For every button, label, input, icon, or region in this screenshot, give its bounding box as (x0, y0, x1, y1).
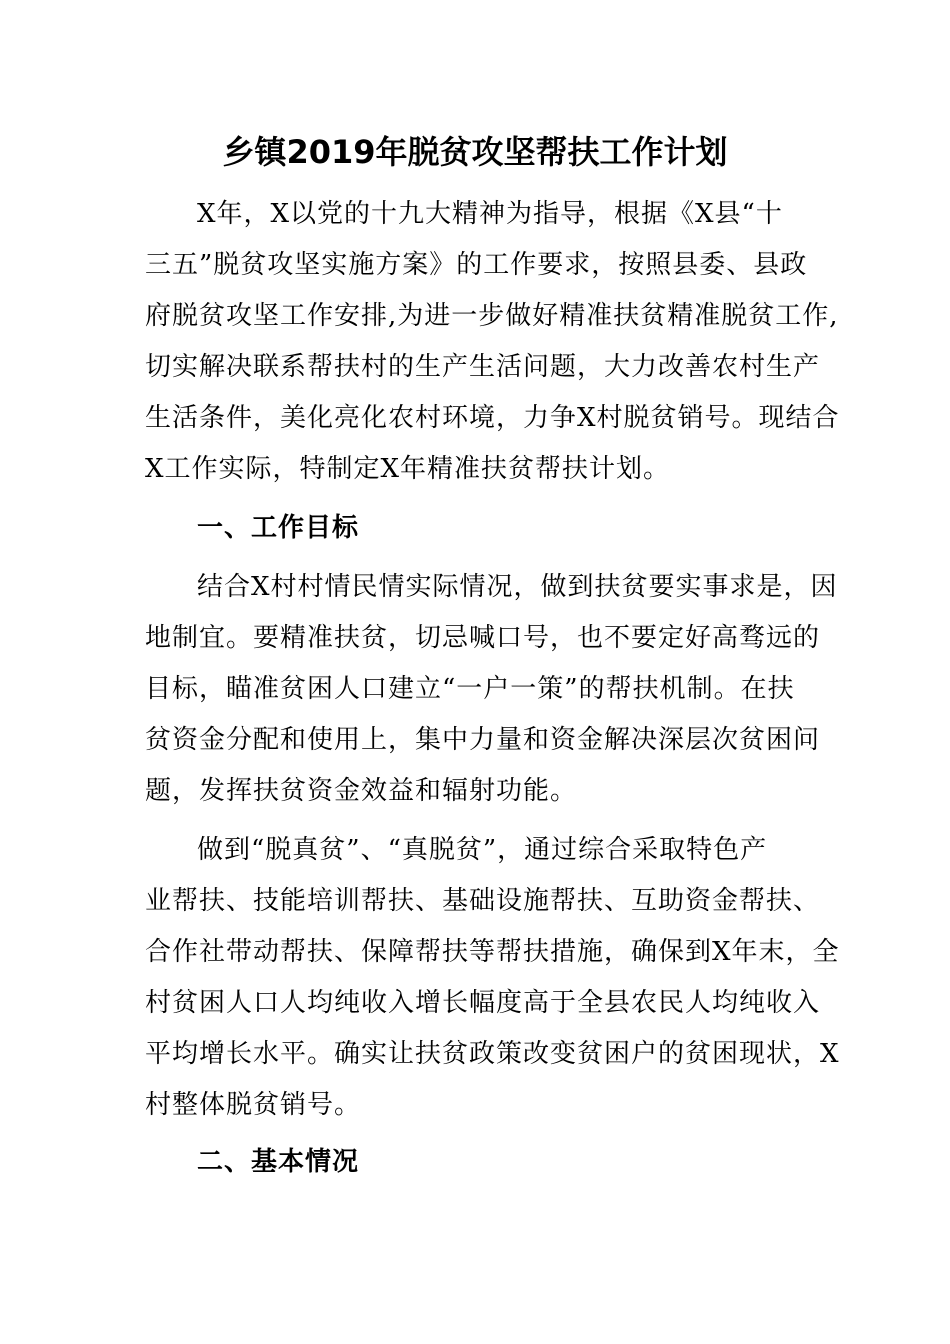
section1-para2-line-4: 村贫困人口人均纯收入增长幅度高于全县农民人均纯收入 (145, 988, 821, 1018)
section-heading-2: 二、基本情况 (197, 1147, 360, 1177)
section1-para2-line-1: 做到“脱真贫”、“真脱贫”，通过综合采取特色产 (197, 835, 768, 865)
section1-para1-line-4: 贫资金分配和使用上，集中力量和资金解决深层次贫困问 (145, 725, 821, 755)
intro-line-1: X年，X以党的十九大精神为指导，根据《X县“十 (197, 199, 783, 229)
section1-para1-line-3: 目标，瞄准贫困人口建立“一户一策”的帮扶机制。在扶 (145, 674, 795, 704)
document-title: 乡镇2019年脱贫攻坚帮扶工作计划 (222, 133, 728, 171)
intro-line-3: 府脱贫攻坚工作安排,为进一步做好精准扶贫精准脱贫工作, (145, 301, 839, 331)
intro-line-5: 生活条件，美化亮化农村环境，力争X村脱贫销号。现结合 (145, 403, 840, 433)
section1-para1-line-5: 题，发挥扶贫资金效益和辐射功能。 (145, 776, 578, 806)
intro-line-4: 切实解决联系帮扶村的生产生活问题，大力改善农村生产 (145, 352, 821, 382)
section1-para2-line-2: 业帮扶、技能培训帮扶、基础设施帮扶、互助资金帮扶、 (145, 886, 821, 916)
section1-para2-line-3: 合作社带动帮扶、保障帮扶等帮扶措施，确保到X年末，全 (145, 937, 840, 967)
section1-para1-line-1: 结合X村村情民情实际情况，做到扶贫要实事求是，因 (197, 572, 838, 602)
intro-line-6: X工作实际，特制定X年精准扶贫帮扶计划。 (145, 454, 671, 484)
section1-para1-line-2: 地制宜。要精准扶贫，切忌喊口号，也不要定好高骛远的 (145, 623, 821, 653)
section1-para2-line-5: 平均增长水平。确实让扶贫政策改变贫困户的贫困现状，X (145, 1039, 840, 1069)
section-heading-1: 一、工作目标 (197, 513, 360, 543)
section1-para2-line-6: 村整体脱贫销号。 (145, 1090, 362, 1120)
intro-line-2: 三五”脱贫攻坚实施方案》的工作要求，按照县委、县政 (145, 250, 808, 280)
